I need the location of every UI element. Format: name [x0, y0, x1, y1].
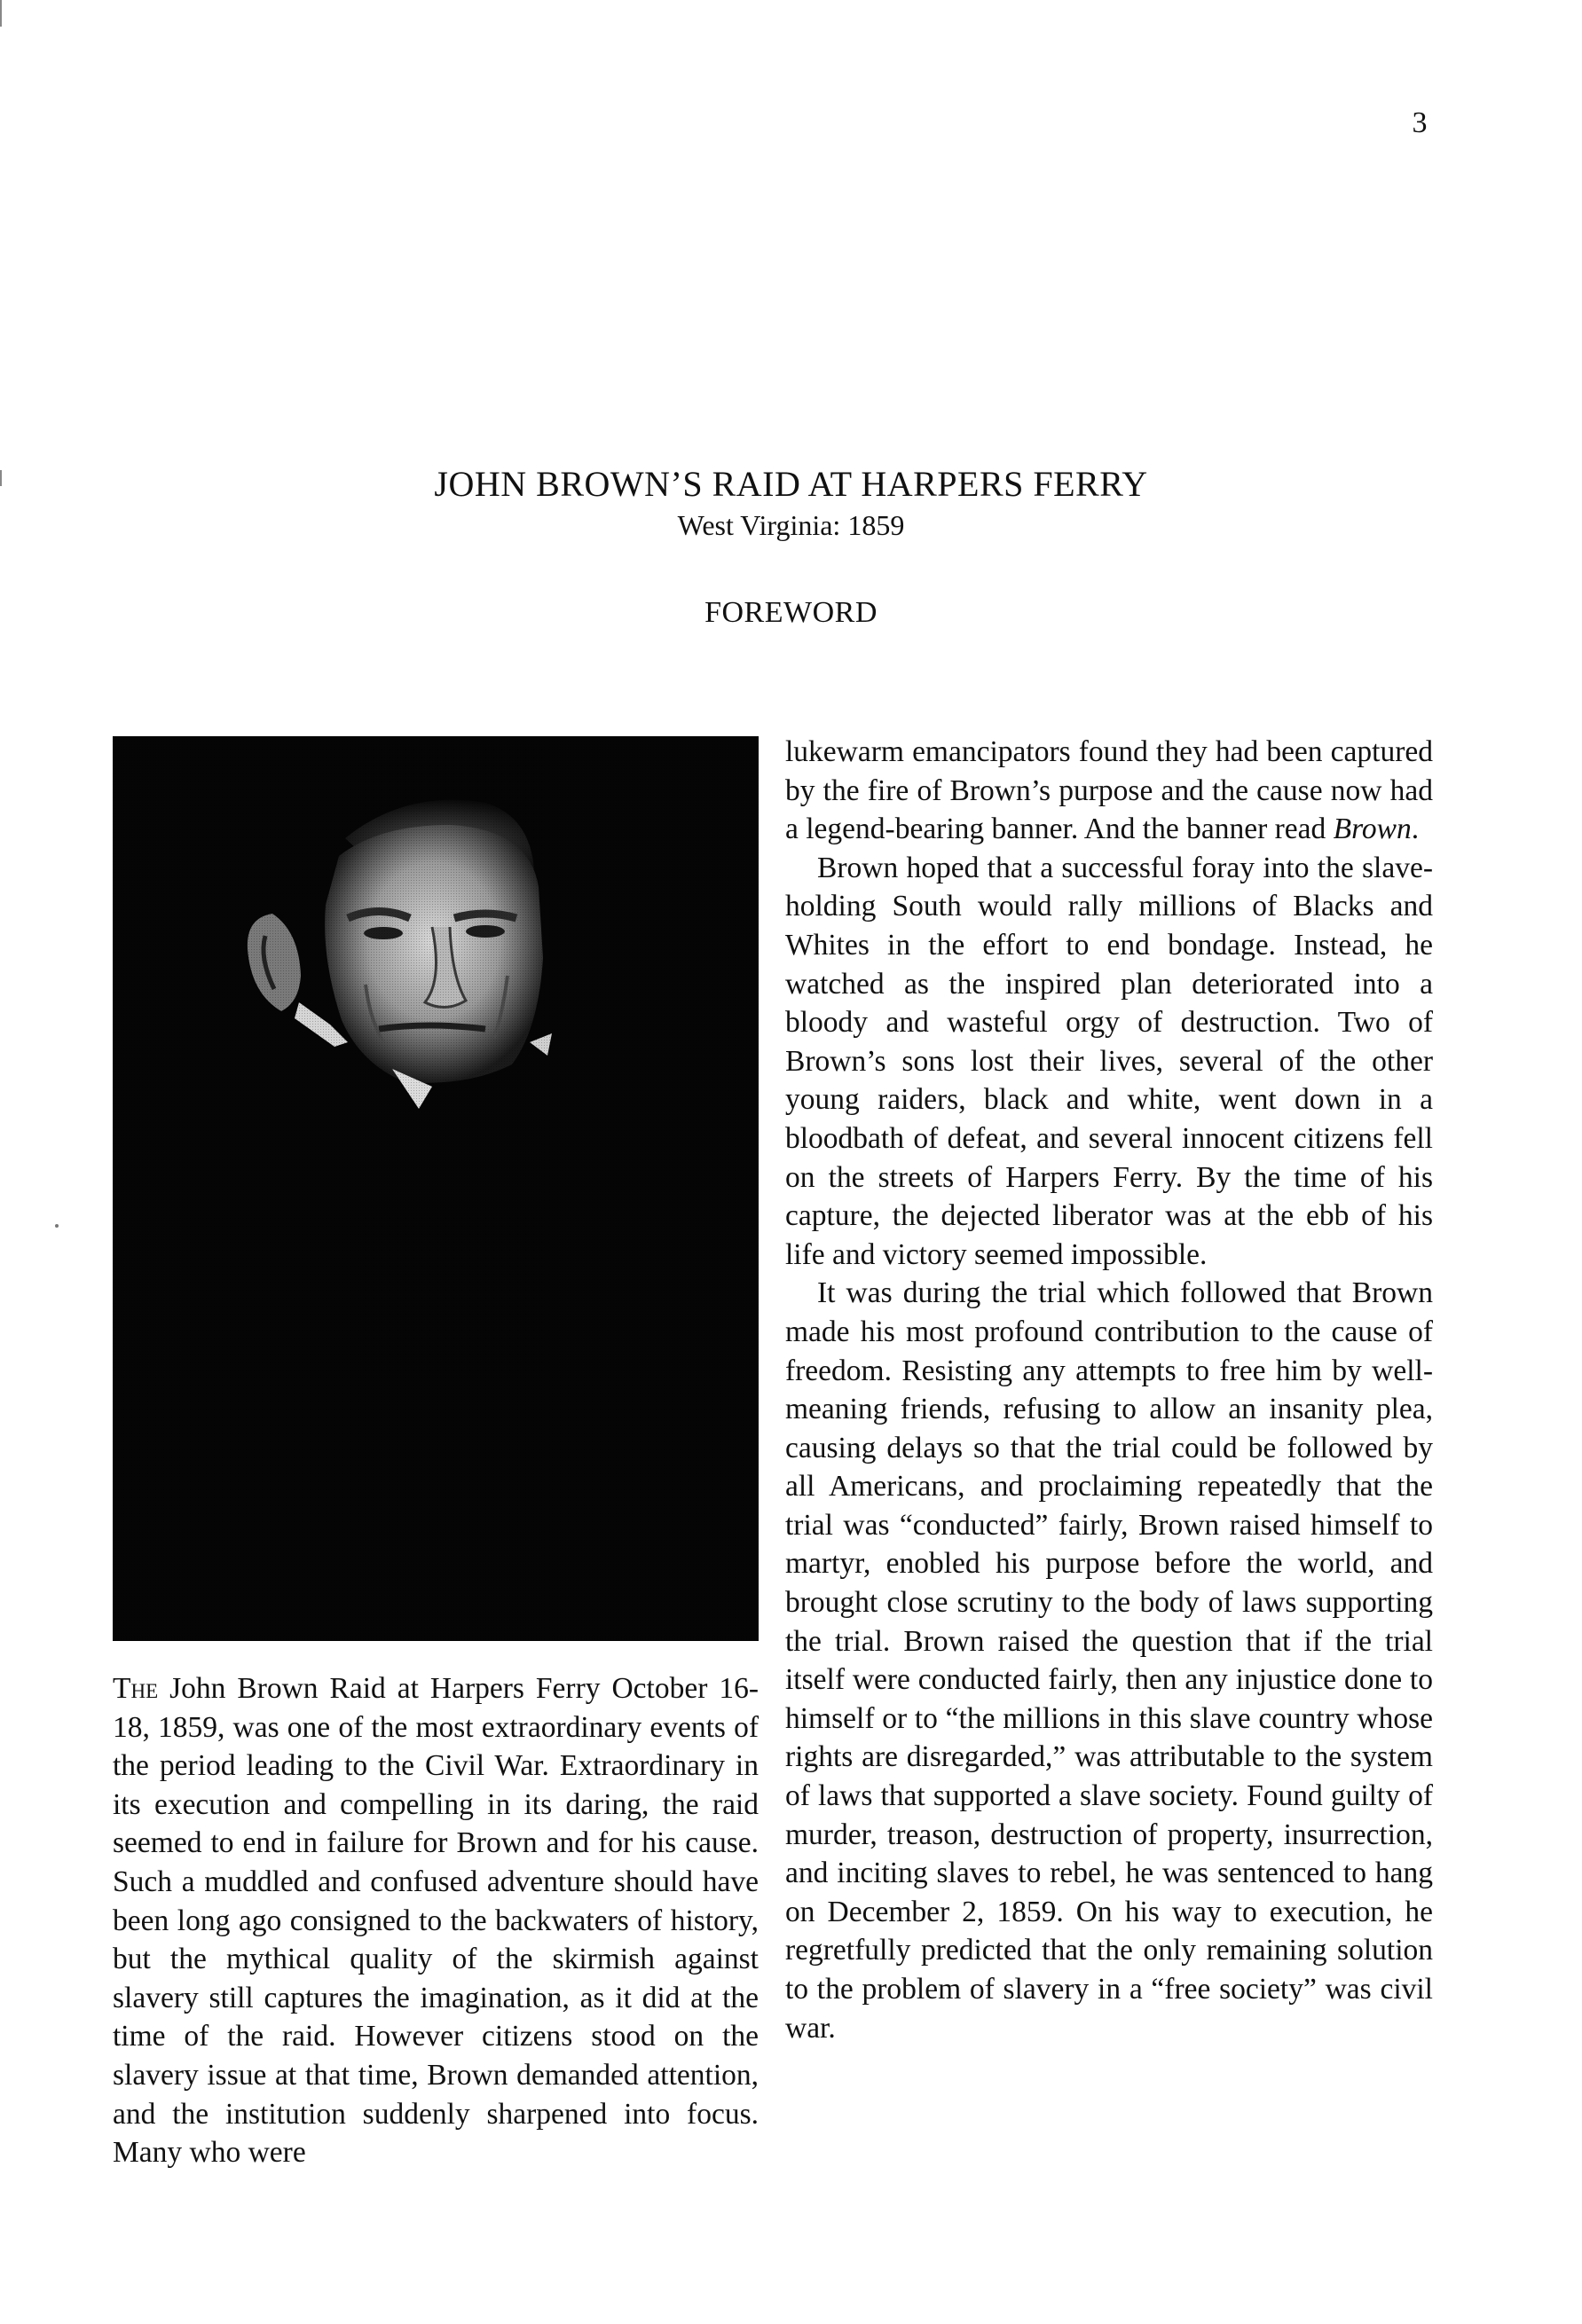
- scan-edge-mark: [0, 0, 2, 27]
- paragraph: [785, 733, 1433, 849]
- right-text-column: [785, 733, 1433, 2047]
- page-subtitle: West Virginia: 1859: [677, 509, 905, 541]
- left-text-column: [113, 1669, 759, 2172]
- page-title: JOHN BROWN’S RAID AT HARPERS FERRY: [434, 464, 1148, 504]
- emphasis-brown: Brown: [1333, 813, 1412, 846]
- portrait-illustration: [113, 736, 759, 1641]
- title-block: [0, 461, 1582, 543]
- paragraph-text: John Brown Raid at Harpers Ferry October 16-18, 1859, was one of the most extraordinary events of the period leading to the Civil War. Extraordinary in its execution and compelling in its daring, the raid seemed to end in failure for Brown and for his cause. Such a muddled and confused adventure should have been long ago consigned to the backwaters of history, but the mythical quality of the skirmish against slavery still captures the imagination, as it did at the time of the raid. However citizens stood on the slavery issue at that time, Brown demanded attention, and the institution suddenly sharpened into focus. Many who were: [113, 1672, 759, 2170]
- section-heading: FOREWORD: [704, 596, 878, 629]
- paragraph-text-end: .: [1411, 813, 1420, 846]
- portrait-photo: [113, 736, 759, 1641]
- page-number: 3: [1412, 106, 1428, 139]
- scan-speck: [55, 1224, 59, 1228]
- lead-word: The: [113, 1672, 159, 1705]
- paragraph: Brown hoped that a successful foray into the slave-holding South would rally millions of Blacks and Whites in the effort to end bondage. Instead, he watched as the inspired plan deteriorated into a bloody and wasteful orgy of destruction. Two of Brown’s sons lost their lives, several of the other young raiders, black and white, went down in a bloodbath of defeat, and several innocent citizens fell on the streets of Harpers Ferry. By the time of his capture, the dejected liberator was at the ebb of his life and victory seemed impossible.: [785, 851, 1433, 1271]
- paragraph-text: lukewarm emancipators found they had been captured by the fire of Brown’s purpose and the cause now had a legend-bearing banner. And the banner read: [785, 735, 1433, 846]
- paragraph: It was during the trial which followed that Brown made his most profound contribution to the cause of freedom. Resisting any attempts to free him by well-meaning friends, refusing to allow an insanity plea, causing delays so that the trial could be followed by all Americans, and proclaiming repeatedly that the trial was “conducted” fairly, Brown raised himself to martyr, enobled his purpose before the world, and brought close scrutiny to the body of laws supporting the trial. Brown raised the question that if the trial itself were conducted fairly, then any injustice done to himself or to “the millions in this slave country whose rights are disregarded,” was attributable to the system of laws that supported a slave society. Found guilty of murder, treason, destruction of property, insurrection, and inciting slaves to rebel, he was sentenced to hang on December 2, 1859. On his way to execution, he regretfully predicted that the only remaining solution to the problem of slavery in a “free society” was civil war.: [785, 1276, 1433, 2045]
- paragraph: [113, 1669, 759, 2172]
